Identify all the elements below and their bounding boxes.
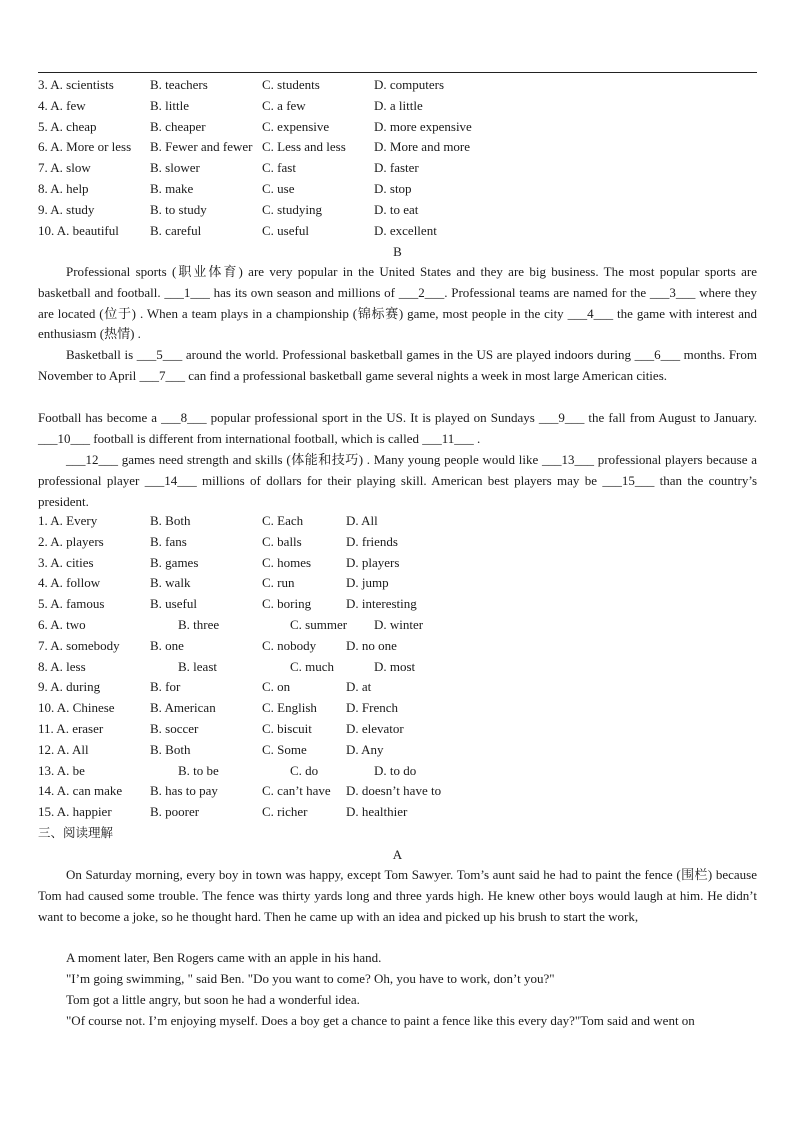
reading-a-paragraph-2: A moment later, Ben Rogers came with an apple in his hand. <box>66 950 382 965</box>
option-a: 15. A. happier <box>38 804 112 820</box>
option-a: 2. A. players <box>38 533 104 549</box>
option-b: B. Fewer and fewer <box>150 139 253 155</box>
option-c: C. English <box>262 700 317 716</box>
option-b: B. three <box>178 617 220 632</box>
option-a: 5. A. famous <box>38 596 105 612</box>
option-c: C. use <box>262 181 295 196</box>
part-b-paragraph-1: Professional sports (职业体育) are very popular in the United States and they are big business. The most popular sports are basketball and football. ___1___ has its own season and millions of ___2___. Professional teams are named for the ___3___ where they are located (位于) . When a team plays in a championship (锦标赛) game, most people in the city ___4___ the game with interest and enthusiasm (热情) . <box>38 264 757 342</box>
option-c: C. do <box>290 762 319 778</box>
option-c: C. homes <box>262 554 312 570</box>
option-b: B. to be <box>178 762 219 778</box>
option-d: D. at <box>346 679 372 695</box>
option-d: D. jump <box>346 575 389 591</box>
option-a: 3. A. cities <box>38 554 94 570</box>
option-b: B. one <box>150 637 184 653</box>
option-a: 9. A. during <box>38 679 101 695</box>
option-b: B. useful <box>150 596 197 612</box>
option-c: C. students <box>262 77 320 92</box>
part-b-heading: B <box>393 244 402 259</box>
option-d: D. elevator <box>346 721 404 736</box>
option-d: D. most <box>374 658 416 674</box>
option-d: D. players <box>346 554 400 570</box>
option-d: D. All <box>346 513 378 528</box>
reading-a-paragraph-5: "Of course not. I’m enjoying myself. Does a boy get a chance to paint a fence like this every day?"Tom said and went on <box>66 1013 695 1028</box>
option-c: C. on <box>262 679 291 695</box>
option-d: D. interesting <box>346 596 417 612</box>
option-b: B. slower <box>150 160 200 176</box>
option-a: 5. A. cheap <box>38 118 97 134</box>
option-c: C. summer <box>290 617 348 632</box>
option-a: 3. A. scientists <box>38 77 114 92</box>
part-b-paragraph-3: Football has become a ___8___ popular professional sport in the US. It is played on Sundays ___9___ the fall from August to January. ___10___ football is different from international football, which is called ___11___ . <box>38 410 757 446</box>
option-c: C. Less and less <box>262 139 346 155</box>
option-c: C. expensive <box>262 118 330 134</box>
option-a: 8. A. help <box>38 181 89 196</box>
option-d: D. doesn’t have to <box>346 783 442 799</box>
option-c: C. richer <box>262 804 308 820</box>
option-b: B. games <box>150 554 199 570</box>
option-c: C. nobody <box>262 637 317 653</box>
option-d: D. Any <box>346 741 384 757</box>
option-b: B. soccer <box>150 721 199 736</box>
option-d: D. to eat <box>374 201 419 217</box>
option-b: B. fans <box>150 533 187 549</box>
option-c: C. a few <box>262 97 306 113</box>
option-a: 10. A. Chinese <box>38 700 115 716</box>
option-d: D. healthier <box>346 804 408 820</box>
option-a: 13. A. be <box>38 762 85 778</box>
reading-a-paragraph-4: Tom got a little angry, but soon he had a wonderful idea. <box>66 992 360 1007</box>
option-c: C. Each <box>262 513 304 528</box>
option-c: C. boring <box>262 596 312 612</box>
option-b: B. little <box>150 97 189 113</box>
option-a: 1. A. Every <box>38 513 98 528</box>
part-b-paragraph-2: Basketball is ___5___ around the world. Professional basketball games in the US are played indoors during ___6___ months. From November to April ___7___ can find a professional basketball game several nights a week in most large American cities. <box>38 347 757 383</box>
option-d: D. French <box>346 700 398 716</box>
option-a: 7. A. slow <box>38 160 91 176</box>
top-rule <box>38 72 757 73</box>
option-b: B. Both <box>150 741 191 757</box>
option-a: 10. A. beautiful <box>38 222 119 238</box>
option-c: C. useful <box>262 222 309 238</box>
section-3-title: 三、阅读理解 <box>38 825 114 840</box>
reading-a-paragraph-1: On Saturday morning, every boy in town was happy, except Tom Sawyer. Tom’s aunt said he had to paint the fence (围栏) because Tom had caused some trouble. The fence was thirty yards long and three yards high. He knew other boys would laugh at him. He didn’t want to become a joke, so he thought hard. Then he came up with an idea and picked up his brush to start the work, <box>38 867 757 924</box>
part-b-paragraph-4: ___12___ games need strength and skills (体能和技巧) . Many young people would like ___13___ professional players because a professional player ___14___ millions of dollars for their playing skill. American best players may be ___15___ than the country’s president. <box>38 452 757 509</box>
option-c: C. Some <box>262 741 307 757</box>
option-c: C. biscuit <box>262 721 312 736</box>
option-b: B. make <box>150 181 194 196</box>
option-d: D. winter <box>374 617 424 632</box>
option-d: D. no one <box>346 637 397 653</box>
option-a: 14. A. can make <box>38 783 123 799</box>
option-a: 11. A. eraser <box>38 721 104 736</box>
option-a: 7. A. somebody <box>38 637 120 653</box>
option-d: D. friends <box>346 533 398 549</box>
section-3-heading: A <box>392 847 403 862</box>
option-a: 12. A. All <box>38 741 89 757</box>
option-b: B. has to pay <box>150 783 218 799</box>
option-a: 6. A. More or less <box>38 139 132 155</box>
reading-a-paragraph-3: "I’m going swimming, " said Ben. "Do you want to come? Oh, you have to work, don’t you?" <box>66 971 555 986</box>
option-c: C. fast <box>262 160 296 176</box>
option-d: D. excellent <box>374 222 437 238</box>
option-d: D. computers <box>374 77 445 92</box>
option-d: D. faster <box>374 160 419 176</box>
option-b: B. careful <box>150 222 202 238</box>
option-a: 4. A. follow <box>38 575 101 591</box>
option-b: B. Both <box>150 513 191 528</box>
option-c: C. run <box>262 575 295 591</box>
option-b: B. for <box>150 679 181 695</box>
option-a: 4. A. few <box>38 97 86 113</box>
option-b: B. teachers <box>150 77 208 92</box>
option-b: B. walk <box>150 575 191 591</box>
option-d: D. more expensive <box>374 118 472 134</box>
option-b: B. least <box>178 658 217 674</box>
option-a: 9. A. study <box>38 201 95 217</box>
option-d: D. a little <box>374 97 423 113</box>
option-d: D. stop <box>374 181 412 196</box>
option-b: B. American <box>150 700 216 716</box>
option-b: B. poorer <box>150 804 200 820</box>
option-c: C. studying <box>262 201 322 217</box>
option-a: 8. A. less <box>38 658 86 674</box>
option-d: D. to do <box>374 762 417 778</box>
option-b: B. to study <box>150 201 207 217</box>
option-c: C. much <box>290 658 335 674</box>
option-b: B. cheaper <box>150 118 206 134</box>
option-c: C. balls <box>262 533 302 549</box>
option-a: 6. A. two <box>38 617 86 632</box>
option-c: C. can’t have <box>262 783 331 799</box>
option-d: D. More and more <box>374 139 471 155</box>
